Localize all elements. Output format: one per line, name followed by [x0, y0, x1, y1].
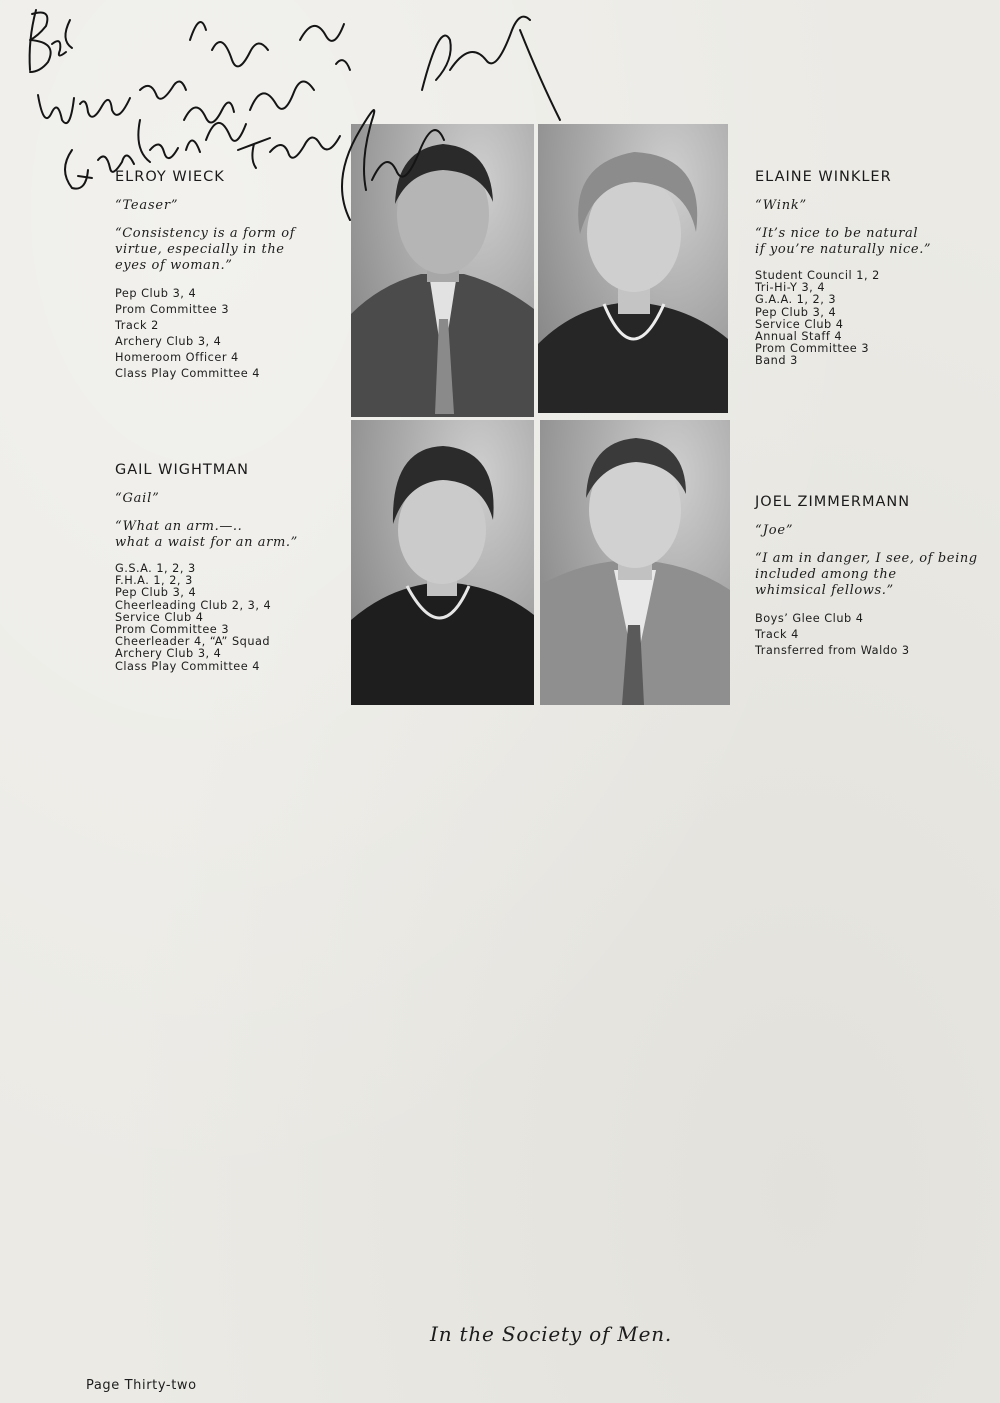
student-name: GAIL WIGHTMAN	[115, 462, 250, 478]
activity-item: Class Play Committee 4	[115, 367, 260, 380]
activity-item: Annual Staff 4	[755, 330, 843, 344]
activity-item: Pep Club 3, 4	[755, 305, 837, 319]
portrait-elroy-wieck	[351, 124, 534, 417]
student-name: ELROY WIECK	[115, 169, 225, 185]
activity-item: Tri-Hi-Y 3, 4	[755, 281, 826, 295]
activity-item: Track 2	[115, 319, 159, 332]
activity-item: Prom Committee 3	[755, 342, 870, 356]
activity-item: Service Club 4	[115, 610, 204, 624]
activity-item: Student Council 1, 2	[755, 269, 880, 282]
entry-elroy-wieck	[115, 169, 345, 382]
page-number: Page Thirty-two	[86, 1378, 197, 1393]
student-quote: “What an arm.—.. what a waist for an arm.”	[115, 519, 298, 550]
activity-list	[115, 286, 345, 382]
activity-item: Pep Club 3, 4	[115, 586, 197, 600]
activity-item: Cheerleader 4, “A” Squad	[115, 635, 271, 649]
activity-item: Band 3	[755, 354, 798, 368]
student-quote: “It’s nice to be natural if you’re naturally nice.”	[755, 226, 932, 257]
activity-item: Service Club 4	[755, 317, 844, 331]
activity-item: Transferred from Waldo 3	[755, 644, 910, 657]
student-quote: “Consistency is a form of virtue, especially in the eyes of woman.”	[115, 226, 296, 273]
activity-item: Archery Club 3, 4	[115, 335, 222, 348]
activity-item: Boys’ Glee Club 4	[755, 612, 864, 625]
activity-item: Pep Club 3, 4	[115, 287, 197, 300]
activity-item: Homeroom Officer 4	[115, 351, 239, 364]
page-caption: In the Society of Men.	[430, 1322, 673, 1346]
activity-item: Track 4	[755, 628, 799, 641]
activity-item: Prom Committee 3	[115, 623, 230, 637]
entry-joel-zimmermann	[755, 494, 995, 659]
activity-item: G.A.A. 1, 2, 3	[755, 293, 837, 307]
activity-item: Cheerleading Club 2, 3, 4	[115, 598, 272, 612]
activity-list	[755, 270, 985, 368]
portrait-joel-zimmermann	[540, 420, 730, 705]
student-quote: “I am in danger, I see, of being included among the whimsical fellows.”	[755, 551, 978, 598]
student-nickname: “Joe”	[755, 523, 794, 538]
activity-list	[755, 611, 995, 659]
student-name: ELAINE WINKLER	[755, 169, 892, 185]
student-nickname: “Gail”	[115, 491, 160, 506]
activity-item: Prom Committee 3	[115, 303, 230, 316]
activity-item: Class Play Committee 4	[115, 659, 260, 673]
portrait-gail-wightman	[351, 420, 534, 705]
portrait-elaine-winkler	[538, 124, 728, 413]
student-nickname: “Teaser”	[115, 198, 179, 213]
entry-gail-wightman	[115, 462, 345, 673]
activity-list	[115, 563, 345, 673]
student-nickname: “Wink”	[755, 198, 807, 213]
activity-item: F.H.A. 1, 2, 3	[115, 574, 193, 588]
activity-item: G.S.A. 1, 2, 3	[115, 562, 196, 575]
student-name: JOEL ZIMMERMANN	[755, 494, 911, 510]
activity-item: Archery Club 3, 4	[115, 647, 222, 661]
entry-elaine-winkler	[755, 169, 985, 368]
